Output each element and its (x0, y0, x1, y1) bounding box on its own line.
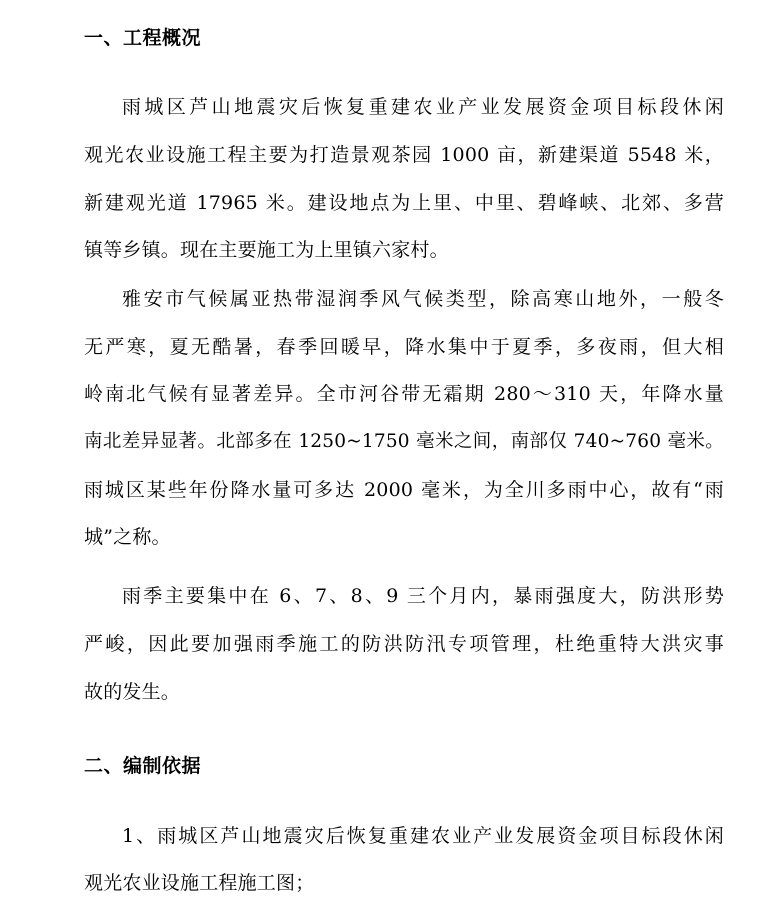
paragraph-line: 故的发生。 (84, 681, 181, 703)
paragraph-line: 南北差异显著。北部多在 1250~1750 毫米之间，南部仅 740~760 毫米。 (84, 431, 724, 452)
paragraph-line: 雅安市气候属亚热带湿润季风气候类型，除高寒山地外，一般冬 (122, 288, 724, 310)
paragraph-line: 镇等乡镇。现在主要施工为上里镇六家村。 (84, 239, 449, 261)
paragraph-line: 雨城区某些年份降水量可多达 2000 毫米，为全川多雨中心，故有“雨 (84, 479, 724, 501)
section-heading-basis: 二、编制依据 (84, 755, 202, 777)
paragraph-line: 观光农业设施工程主要为打造景观茶园 1000 亩，新建渠道 5548 米， (84, 144, 724, 166)
paragraph-line: 1、雨城区芦山地震灾后恢复重建农业产业发展资金项目标段休闲 (122, 825, 724, 847)
paragraph-line: 雨城区芦山地震灾后恢复重建农业产业发展资金项目标段休闲 (122, 96, 724, 118)
section-heading-overview: 一、工程概况 (84, 27, 202, 49)
paragraph-line: 雨季主要集中在 6、7、8、9 三个月内，暴雨强度大，防洪形势 (122, 585, 724, 607)
paragraph-line: 城”之称。 (84, 526, 171, 548)
paragraph-line: 无严寒，夏无酷暑，春季回暖早，降水集中于夏季，多夜雨，但大相 (84, 336, 724, 358)
paragraph-line: 观光农业设施工程施工图； (84, 872, 315, 894)
paragraph-line: 新建观光道 17965 米。建设地点为上里、中里、碧峰峡、北郊、多营 (84, 192, 724, 214)
paragraph-line: 严峻，因此要加强雨季施工的防洪防汛专项管理，杜绝重特大洪灾事 (84, 633, 724, 655)
paragraph-line: 岭南北气候有显著差异。全市河谷带无霜期 280～310 天，年降水量 (84, 383, 724, 405)
